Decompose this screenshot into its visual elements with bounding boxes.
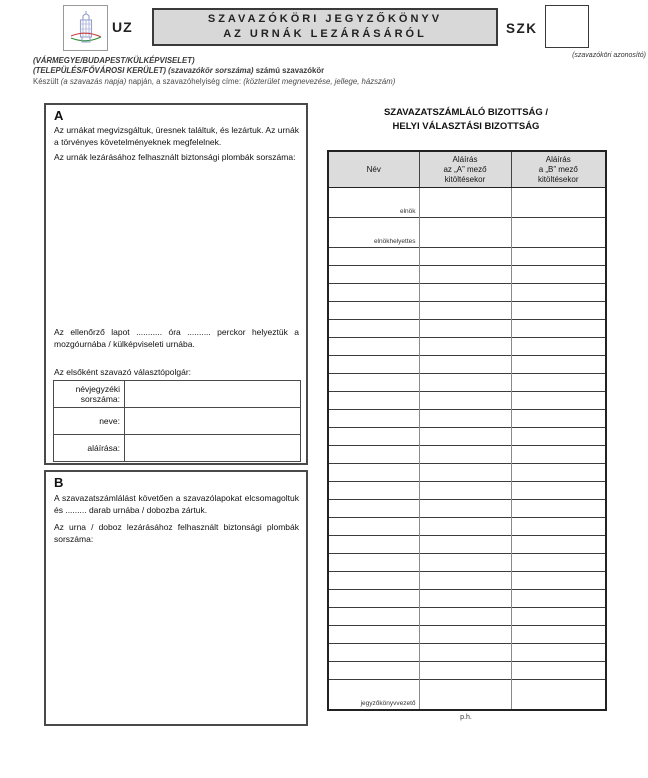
signature-b-cell[interactable] xyxy=(511,446,606,464)
meta-date-address-line: Készült (a szavazás napja) napján, a szavazóhelyiség címe: (közterület megnevezése, jellege, házszám) xyxy=(33,76,396,86)
member-name-cell[interactable] xyxy=(328,662,419,680)
signature-b-cell[interactable] xyxy=(511,590,606,608)
committee-member-row xyxy=(328,302,606,320)
szk-caption: (szavazóköri azonosító) xyxy=(572,52,646,59)
signature-a-cell[interactable] xyxy=(419,320,511,338)
first-voter-name-label: neve: xyxy=(54,408,125,435)
committee-title-line2: HELYI VÁLASZTÁSI BIZOTTSÁG xyxy=(392,120,540,132)
szk-label: SZK xyxy=(506,21,538,36)
signature-a-cell[interactable] xyxy=(419,338,511,356)
seal-numbers-write-area-b[interactable] xyxy=(54,552,298,720)
table-row xyxy=(54,408,301,435)
signature-a-cell[interactable] xyxy=(419,662,511,680)
member-name-cell[interactable] xyxy=(328,302,419,320)
signature-a-cell[interactable] xyxy=(419,518,511,536)
committee-member-row xyxy=(328,464,606,482)
member-name-cell[interactable] xyxy=(328,428,419,446)
szk-identifier-box[interactable] xyxy=(545,5,589,48)
signature-a-cell[interactable] xyxy=(419,356,511,374)
signature-b-cell[interactable] xyxy=(511,644,606,662)
meta-settlement-line: (TELEPÜLÉS/FŐVÁROSI KERÜLET) (szavazókör sorszáma) számú szavazókör xyxy=(33,66,325,76)
signature-b-cell[interactable] xyxy=(511,356,606,374)
member-name-cell[interactable] xyxy=(328,554,419,572)
signature-b-cell[interactable] xyxy=(511,500,606,518)
signature-a-cell[interactable] xyxy=(419,446,511,464)
member-name-cell[interactable] xyxy=(328,536,419,554)
parliament-dome-logo-icon xyxy=(68,9,104,47)
first-voter-name-cell[interactable] xyxy=(125,408,301,435)
signature-b-cell[interactable] xyxy=(511,392,606,410)
committee-signature-table xyxy=(327,150,607,711)
member-name-cell[interactable] xyxy=(328,572,419,590)
committee-header-row xyxy=(328,151,606,188)
signature-a-cell[interactable] xyxy=(419,428,511,446)
committee-col-header: Aláírás az „A” mező kitöltésekor xyxy=(419,151,511,188)
signature-a-cell[interactable] xyxy=(419,644,511,662)
signature-a-cell[interactable] xyxy=(419,464,511,482)
seal-numbers-write-area-a[interactable] xyxy=(54,177,298,322)
signature-b-cell[interactable] xyxy=(511,572,606,590)
election-office-logo-box xyxy=(63,5,108,51)
first-voter-table xyxy=(53,380,301,462)
signature-a-cell[interactable] xyxy=(419,554,511,572)
committee-member-row xyxy=(328,218,606,248)
signature-b-cell[interactable] xyxy=(511,302,606,320)
committee-member-row xyxy=(328,392,606,410)
signature-b-cell[interactable] xyxy=(511,536,606,554)
committee-member-row xyxy=(328,518,606,536)
first-voter-signature-cell[interactable] xyxy=(125,435,301,462)
first-voter-roll-number-label: névjegyzéki sorszáma: xyxy=(54,381,125,408)
committee-member-row xyxy=(328,536,606,554)
first-voter-signature-label: aláírása: xyxy=(54,435,125,462)
meta-county-line: (VÁRMEGYE/BUDAPEST/KÜLKÉPVISELET) xyxy=(33,56,195,65)
committee-panel xyxy=(327,106,605,721)
section-a-paragraph-4: Az elsőként szavazó választópolgár: xyxy=(54,367,192,377)
signature-a-cell[interactable] xyxy=(419,626,511,644)
signature-a-cell[interactable] xyxy=(419,302,511,320)
committee-member-row xyxy=(328,446,606,464)
signature-a-cell[interactable] xyxy=(419,284,511,302)
member-name-cell[interactable] xyxy=(328,518,419,536)
committee-member-row xyxy=(328,482,606,500)
signature-b-cell[interactable] xyxy=(511,554,606,572)
section-b-label: B xyxy=(54,475,64,490)
signature-b-cell[interactable] xyxy=(511,284,606,302)
committee-member-row xyxy=(328,356,606,374)
form-title-line2: AZ URNÁK LEZÁRÁSÁRÓL xyxy=(223,28,427,40)
signature-a-cell[interactable] xyxy=(419,188,511,218)
signature-b-cell[interactable] xyxy=(511,338,606,356)
member-name-cell-jegyzőkönyvvezető[interactable]: jegyzőkönyvvezető xyxy=(328,680,419,710)
committee-member-row xyxy=(328,644,606,662)
committee-member-row xyxy=(328,428,606,446)
member-name-cell[interactable] xyxy=(328,464,419,482)
member-name-cell[interactable] xyxy=(328,482,419,500)
section-a-paragraph-3: Az ellenőrző lapot ........... óra .......... perckor helyeztük a mozgóurnába / külképviseleti urnába. xyxy=(54,327,299,349)
signature-a-cell[interactable] xyxy=(419,266,511,284)
member-name-cell-elnök[interactable]: elnök xyxy=(328,188,419,218)
signature-a-cell[interactable] xyxy=(419,572,511,590)
signature-b-cell[interactable] xyxy=(511,626,606,644)
signature-a-cell[interactable] xyxy=(419,218,511,248)
section-a-label: A xyxy=(54,108,64,123)
signature-b-cell[interactable] xyxy=(511,218,606,248)
committee-member-row xyxy=(328,338,606,356)
member-name-cell[interactable] xyxy=(328,446,419,464)
signature-a-cell[interactable] xyxy=(419,410,511,428)
member-name-cell[interactable] xyxy=(328,266,419,284)
member-name-cell[interactable] xyxy=(328,248,419,266)
section-a-paragraph-1: Az urnákat megvizsgáltuk, üresnek találtuk, és lezártuk. Az urnák a törvényes követelményeknek megfelelnek. xyxy=(54,125,299,147)
committee-member-row xyxy=(328,572,606,590)
member-name-cell[interactable] xyxy=(328,608,419,626)
signature-a-cell[interactable] xyxy=(419,248,511,266)
committee-member-row xyxy=(328,374,606,392)
member-name-cell[interactable] xyxy=(328,410,419,428)
committee-member-row xyxy=(328,188,606,218)
section-b-paragraph-1: A szavazatszámlálást követően a szavazólapokat elcsomagoltuk és ......... darab urnába / dobozba zártuk. xyxy=(54,493,299,515)
member-name-cell[interactable] xyxy=(328,320,419,338)
committee-title-line1: SZAVAZATSZÁMLÁLÓ BIZOTTSÁG / xyxy=(383,107,549,118)
member-name-cell[interactable] xyxy=(328,644,419,662)
signature-b-cell[interactable] xyxy=(511,266,606,284)
signature-b-cell[interactable] xyxy=(511,482,606,500)
committee-member-row xyxy=(328,284,606,302)
table-row xyxy=(54,381,301,408)
signature-a-cell[interactable] xyxy=(419,374,511,392)
signature-b-cell[interactable] xyxy=(511,680,606,710)
member-name-cell[interactable] xyxy=(328,626,419,644)
signature-a-cell[interactable] xyxy=(419,680,511,710)
section-a-paragraph-2: Az urnák lezárásához felhasznált biztonsági plombák sorszáma: xyxy=(54,152,296,162)
member-name-cell[interactable] xyxy=(328,284,419,302)
signature-b-cell[interactable] xyxy=(511,374,606,392)
signature-b-cell[interactable] xyxy=(511,410,606,428)
section-b-box xyxy=(44,470,308,726)
committee-member-row xyxy=(328,266,606,284)
committee-member-row xyxy=(328,554,606,572)
signature-a-cell[interactable] xyxy=(419,500,511,518)
signature-b-cell[interactable] xyxy=(511,662,606,680)
committee-member-row xyxy=(328,626,606,644)
signature-b-cell[interactable] xyxy=(511,428,606,446)
committee-member-row xyxy=(328,590,606,608)
committee-member-row xyxy=(328,248,606,266)
member-name-cell[interactable] xyxy=(328,392,419,410)
signature-b-cell[interactable] xyxy=(511,608,606,626)
committee-member-row xyxy=(328,320,606,338)
signature-b-cell[interactable] xyxy=(511,518,606,536)
form-title-line1: SZAVAZÓKÖRI JEGYZŐKÖNYV xyxy=(207,13,443,25)
committee-member-row xyxy=(328,680,606,710)
committee-member-row xyxy=(328,662,606,680)
signature-b-cell[interactable] xyxy=(511,320,606,338)
member-name-cell[interactable] xyxy=(328,500,419,518)
committee-member-row xyxy=(328,608,606,626)
stamp-place-label: p.h. xyxy=(460,714,472,721)
signature-a-cell[interactable] xyxy=(419,536,511,554)
section-b-paragraph-2: Az urna / doboz lezárásához felhasznált biztonsági plombák sorszáma: xyxy=(54,522,299,544)
first-voter-roll-number-cell[interactable] xyxy=(125,381,301,408)
member-name-cell[interactable] xyxy=(328,374,419,392)
signature-a-cell[interactable] xyxy=(419,392,511,410)
signature-b-cell[interactable] xyxy=(511,248,606,266)
signature-b-cell[interactable] xyxy=(511,464,606,482)
table-row xyxy=(54,435,301,462)
committee-member-row xyxy=(328,410,606,428)
member-name-cell-elnökhelyettes[interactable]: elnökhelyettes xyxy=(328,218,419,248)
committee-member-row xyxy=(328,500,606,518)
member-name-cell[interactable] xyxy=(328,590,419,608)
form-meta-lines xyxy=(33,56,593,87)
signature-a-cell[interactable] xyxy=(419,590,511,608)
signature-a-cell[interactable] xyxy=(419,482,511,500)
member-name-cell[interactable] xyxy=(328,338,419,356)
member-name-cell[interactable] xyxy=(328,356,419,374)
signature-a-cell[interactable] xyxy=(419,608,511,626)
signature-b-cell[interactable] xyxy=(511,188,606,218)
form-code-uz: UZ xyxy=(112,19,133,35)
section-a-box xyxy=(44,103,308,465)
committee-col-header: Aláírás a „B” mező kitöltésekor xyxy=(511,151,606,188)
form-title-box xyxy=(152,8,498,46)
committee-col-header: Név xyxy=(328,151,419,188)
